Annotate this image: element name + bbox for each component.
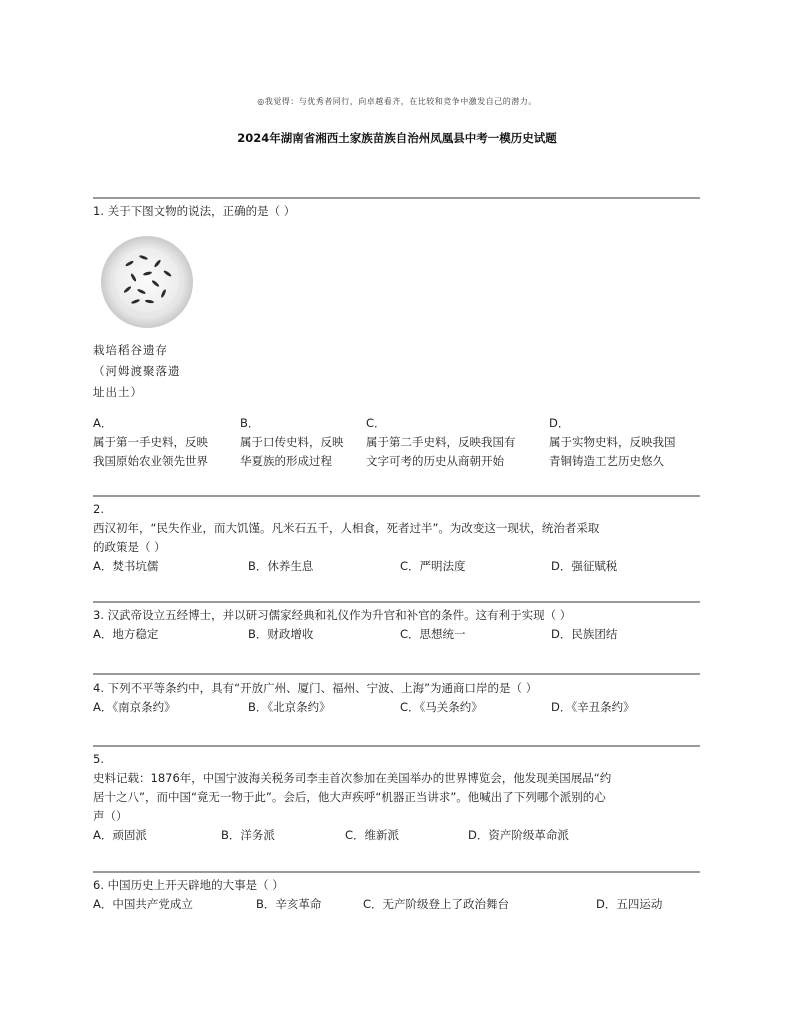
option-b[interactable]: B．《北京条约》 [248, 700, 331, 714]
question-5-text: 居十之八”，而中国“竟无一物于此”。会后，他大声疾呼“机器正当讲求”。他喊出了下列哪个派别的心 [93, 790, 606, 804]
option-d[interactable]: D．民族团结 [551, 627, 618, 641]
question-3 [93, 606, 700, 644]
question-4 [93, 679, 700, 717]
option-a[interactable]: A．地方稳定 [93, 627, 159, 641]
caption-line: 栽培稻谷遗存 [93, 343, 168, 357]
divider-q6 [93, 871, 700, 873]
option-b[interactable] [240, 414, 344, 471]
question-4-stem: 4. 下列不平等条约中，具有“开放广州、厦门、福州、宁波、上海”为通商口岸的是（ ） [93, 681, 538, 695]
option-text: 文字可考的历史从商朝开始 [366, 454, 504, 468]
question-2-options [93, 557, 700, 576]
question-2-text: 西汉初年，“民失作业，而大饥馑。凡米石五千，人相食，死者过半”。为改变这一现状，统治者采取 [93, 521, 600, 535]
question-1 [93, 202, 700, 221]
question-6-stem: 6. 中国历史上开天辟地的大事是（ ） [93, 878, 284, 892]
question-2-text: 的政策是（ ） [93, 540, 166, 554]
option-a[interactable] [93, 414, 208, 471]
option-b[interactable]: B．财政增收 [248, 627, 314, 641]
caption-line: （河姆渡聚落遗 [93, 364, 181, 378]
option-letter: D． [549, 416, 570, 430]
option-d[interactable]: D．强征赋税 [551, 559, 618, 573]
divider-q4 [93, 673, 700, 675]
option-text: 属于口传史料，反映 [240, 435, 344, 449]
header-motto: ◎我觉得：与优秀者同行，向卓越看齐，在比较和竞争中激发自己的潜力。 [257, 97, 537, 106]
question-4-options [93, 698, 700, 717]
question-5-number: 5. [93, 752, 104, 766]
option-c[interactable] [366, 414, 516, 471]
option-letter: C． [366, 416, 386, 430]
option-letter: B． [240, 416, 260, 430]
option-c[interactable]: C．思想统一 [400, 627, 466, 641]
option-b[interactable]: B．休养生息 [248, 559, 314, 573]
option-text: 属于第二手史料，反映我国有 [366, 435, 516, 449]
divider-q5 [93, 745, 700, 747]
question-2 [93, 500, 700, 576]
question-5 [93, 750, 700, 845]
option-c[interactable]: C．严明法度 [400, 559, 466, 573]
question-6 [93, 876, 700, 914]
option-text: 我国原始农业领先世界 [93, 454, 208, 468]
question-1-options [93, 414, 700, 474]
option-d[interactable] [549, 414, 676, 471]
question-5-text: 声（） [93, 809, 128, 823]
question-2-number: 2. [93, 502, 104, 516]
question-3-stem: 3. 汉武帝设立五经博士，并以研习儒家经典和礼仪作为升官和补官的条件。这有利于实现（ ） [93, 608, 572, 622]
divider-q2 [93, 495, 700, 497]
option-b[interactable]: B．辛亥革命 [256, 897, 322, 911]
option-d[interactable]: D．资产阶级革命派 [468, 828, 569, 842]
question-6-options [93, 895, 700, 914]
option-text: 华夏族的形成过程 [240, 454, 332, 468]
question-5-text: 史料记载：1876年，中国宁波海关税务司李圭首次参加在美国举办的世界博览会，他发现美国展品“约 [93, 771, 612, 785]
option-text: 属于实物史料，反映我国 [549, 435, 676, 449]
rice-grain-dish-image [101, 236, 193, 328]
exam-title: 2024年湖南省湘西土家族苗族自治州凤凰县中考一模历史试题 [237, 131, 557, 145]
option-d[interactable]: D．《辛丑条约》 [551, 700, 635, 714]
option-a[interactable]: A．焚书坑儒 [93, 559, 159, 573]
option-letter: A． [93, 416, 113, 430]
option-d[interactable]: D．五四运动 [596, 897, 663, 911]
option-a[interactable]: A．顽固派 [93, 828, 147, 842]
question-5-options [93, 826, 700, 845]
question-1-stem: 1. 关于下图文物的说法，正确的是（ ） [93, 204, 296, 218]
option-c[interactable]: C．维新派 [345, 828, 400, 842]
question-3-options [93, 625, 700, 644]
option-text: 青铜铸造工艺历史悠久 [549, 454, 664, 468]
option-b[interactable]: B．洋务派 [221, 828, 275, 842]
option-c[interactable]: C．《马关条约》 [400, 700, 483, 714]
divider-q1 [93, 197, 700, 199]
caption-line: 址出土） [93, 385, 143, 399]
option-text: 属于第一手史料，反映 [93, 435, 208, 449]
option-a[interactable]: A．中国共产党成立 [93, 897, 193, 911]
option-c[interactable]: C．无产阶级登上了政治舞台 [363, 897, 510, 911]
artifact-caption [93, 340, 203, 403]
option-a[interactable]: A．《南京条约》 [93, 700, 176, 714]
divider-q3 [93, 601, 700, 603]
